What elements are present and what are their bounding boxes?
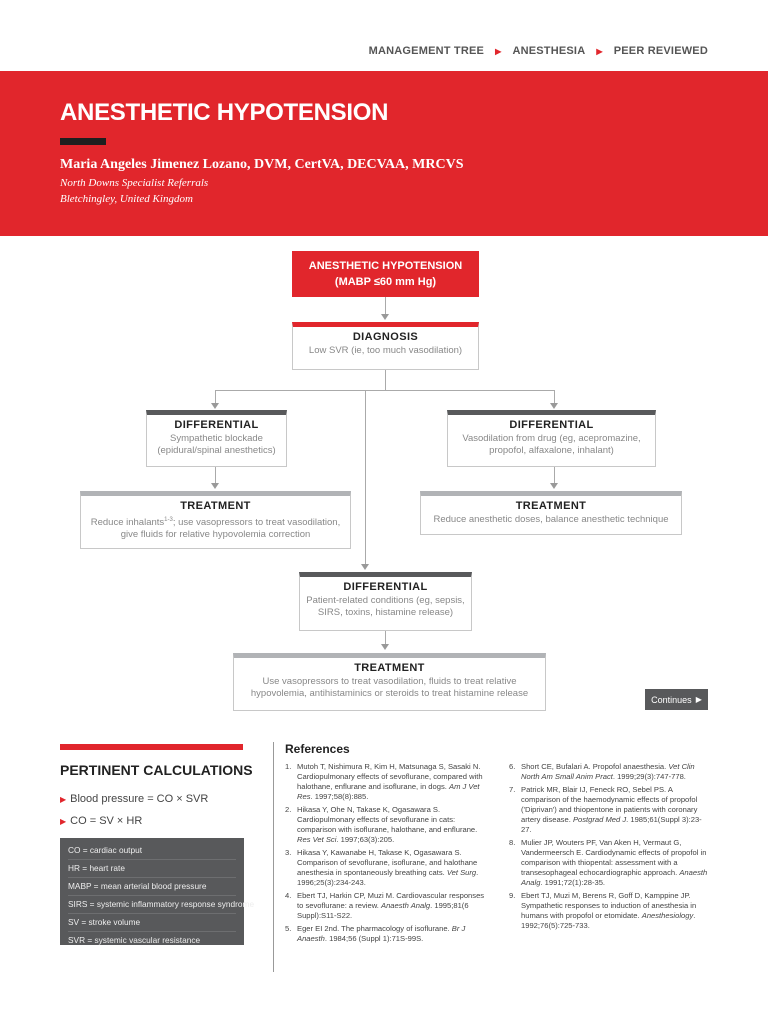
reference-number: 4.	[285, 891, 292, 900]
reference-journal: Vet Surg	[446, 868, 477, 877]
arrow-down-icon	[211, 403, 219, 409]
treatment-text-line	[81, 514, 350, 529]
reference-item	[285, 848, 485, 888]
differential-text-line: propofol, alfaxalone, inhalant)	[489, 445, 614, 456]
treatment-node-left	[80, 491, 351, 549]
reference-number: 8.	[509, 838, 516, 847]
reference-citation: . 1985;61(Suppl 3):23-27.	[521, 815, 702, 834]
reference-text: Hikasa Y, Kawanabe H, Takase K, Ogasawara S. Comparison of sevoflurane, isoflurane, and halothane anesthesia in spontaneously breathing cats.	[297, 848, 478, 877]
connector-line	[215, 390, 554, 391]
treatment-text-part: ; use vasopressors to treat vasodilation,	[172, 517, 341, 529]
reference-journal: Anaesth Analg	[521, 868, 708, 887]
connector-line	[385, 370, 386, 390]
reference-text: Short CE, Bufalari A. Propofol anaesthesia.	[521, 762, 667, 771]
root-criteria: (MABP ≤60 mm Hg)	[334, 276, 437, 288]
reference-item	[285, 805, 485, 845]
calculation-item	[60, 793, 208, 805]
reference-citation: . 1984;56 (Suppl 1):71S-99S.	[324, 934, 424, 943]
reference-item	[509, 891, 709, 931]
triangle-right-icon: ▶	[495, 46, 502, 56]
glossary-item: SVR = systemic vascular resistance	[68, 935, 201, 945]
triangle-right-icon: ▶	[60, 795, 67, 804]
arrow-down-icon	[550, 403, 558, 409]
reference-text: Hikasa Y, Ohe N, Takase K, Ogasawara S. Cardiopulmonary effects of sevoflurane in cats: comparison with isoflurane, halothane, and enflurane.	[297, 805, 478, 834]
differential-text	[147, 433, 286, 457]
differential-node-right	[447, 410, 656, 467]
connector-line	[385, 631, 386, 645]
differential-text-line: (epidural/spinal anesthetics)	[157, 445, 276, 456]
reference-item	[285, 924, 485, 944]
reference-text: Ebert TJ, Muzi M, Berens R, Goff D, Kamppine JP. Sympathetic responses to induction of anesthesia in humans with propofol or etomidate.	[521, 891, 697, 920]
reference-citation: . 1997;63(3):205.	[336, 835, 395, 844]
arrow-down-icon	[361, 564, 369, 570]
differential-text-line: Patient-related conditions (eg, sepsis,	[306, 595, 465, 606]
reference-item	[285, 891, 485, 921]
author-name: Maria Angeles Jimenez Lozano, DVM, CertVA, DECVAA, MRCVS	[60, 157, 464, 172]
title-rule	[60, 138, 106, 145]
reference-journal: Anaesth Analg	[381, 901, 431, 910]
treatment-heading: TREATMENT	[180, 500, 251, 512]
reference-citation: . 1997;58(8):885.	[310, 792, 369, 801]
reference-number: 1.	[285, 762, 292, 771]
play-icon: ▶	[695, 695, 702, 704]
reference-journal: Am J Vet Res	[297, 782, 480, 801]
reference-item	[509, 785, 709, 835]
glossary-item: HR = heart rate	[68, 860, 236, 878]
treatment-text-line: hypovolemia, antihistaminics or steroids to treat histamine release	[250, 688, 529, 699]
differential-text-line: Sympathetic blockade	[170, 433, 263, 444]
diagnosis-heading: DIAGNOSIS	[352, 331, 419, 343]
title-banner	[0, 71, 768, 236]
references-title: References	[285, 742, 350, 756]
arrow-down-icon	[211, 483, 219, 489]
connector-line	[215, 467, 216, 484]
differential-text	[300, 595, 471, 619]
calculation-text: CO = SV × HR	[70, 815, 143, 827]
differential-heading: DIFFERENTIAL	[174, 419, 259, 431]
treatment-heading: TREATMENT	[354, 662, 425, 674]
reference-number: 5.	[285, 924, 292, 933]
reference-text: Mulier JP, Wouters PF, Van Aken H, Vermaut G, Vandermeersch E. Cardiodynamic effects of propofol in comparison with thiopental: assessment with a transesophageal echocardiographic approach.	[521, 838, 707, 877]
treatment-text-part: Reduce inhalants	[90, 517, 165, 529]
reference-number: 7.	[509, 785, 516, 794]
reference-citation: . 1996;25(3):234-243.	[297, 868, 479, 887]
arrow-down-icon	[550, 483, 558, 489]
diagnosis-text: Low SVR (ie, too much vasodilation)	[308, 345, 463, 356]
differential-text-line: SIRS, toxins, histamine release)	[317, 607, 454, 618]
column-divider	[273, 742, 274, 972]
glossary-item: SV = stroke volume	[68, 914, 236, 932]
connector-line	[365, 390, 366, 565]
author-affiliation: North Downs Specialist Referrals	[60, 177, 209, 189]
reference-journal: Anesthesiology	[641, 911, 694, 920]
reference-number: 2.	[285, 805, 292, 814]
citation-superscript: 1-3	[164, 517, 173, 523]
treatment-node-right	[420, 491, 682, 535]
breadcrumb-item-peer-reviewed[interactable]: PEER REVIEWED	[613, 45, 708, 57]
references-column-1	[285, 762, 485, 947]
reference-text: Ebert TJ, Harkin CP, Muzi M. Cardiovascular responses to sevoflurane: a review.	[297, 891, 485, 910]
triangle-right-icon: ▶	[60, 817, 67, 826]
arrow-down-icon	[381, 644, 389, 650]
glossary-item: MABP = mean arterial blood pressure	[68, 878, 236, 896]
connector-line	[215, 390, 216, 404]
reference-item	[509, 762, 709, 782]
calculation-text: Blood pressure = CO × SVR	[70, 793, 209, 805]
reference-item	[285, 762, 485, 802]
reference-text: Mutoh T, Nishimura R, Kim H, Matsunaga S, Sasaki N. Cardiopulmonary effects of sevoflurane, compared with halothane, enflurane and isoflurane, in dogs.	[297, 762, 483, 791]
reference-text: Patrick MR, Blair IJ, Feneck RO, Sebel PS. A comparison of the haemodynamic effects of propofol ('Diprivan') and thiopentone in patients with coronary artery disease.	[521, 785, 698, 824]
reference-journal: Vet Clin North Am Small Anim Pract	[521, 762, 695, 781]
continues-button[interactable]	[645, 689, 708, 710]
breadcrumb-item-anesthesia[interactable]: ANESTHESIA	[512, 45, 586, 57]
treatment-text: Reduce anesthetic doses, balance anesthetic technique	[433, 514, 669, 525]
breadcrumb	[369, 45, 708, 57]
reference-citation: . 1991;72(1):28-35.	[540, 878, 606, 887]
connector-line	[554, 390, 555, 404]
arrow-down-icon	[381, 314, 389, 320]
glossary-item: CO = cardiac output	[68, 842, 236, 860]
treatment-heading: TREATMENT	[515, 500, 587, 512]
glossary-item: SIRS = systemic inflammatory response syndrome	[68, 896, 236, 914]
reference-number: 6.	[509, 762, 516, 771]
author-location: Bletchingley, United Kingdom	[60, 193, 193, 205]
differential-node-left	[146, 410, 287, 467]
connector-line	[554, 467, 555, 484]
treatment-node-center	[233, 653, 546, 711]
section-rule	[60, 744, 243, 750]
root-node	[292, 251, 479, 297]
differential-node-center	[299, 572, 472, 631]
reference-journal: Res Vet Sci	[297, 835, 337, 844]
reference-text: Eger EI 2nd. The pharmacology of isoflurane.	[297, 924, 450, 933]
treatment-text	[81, 514, 350, 541]
diagnosis-node	[292, 322, 479, 370]
treatment-text-line: Use vasopressors to treat vasodilation, fluids to treat relative	[262, 676, 517, 687]
differential-heading: DIFFERENTIAL	[343, 581, 428, 593]
breadcrumb-item-management-tree[interactable]: MANAGEMENT TREE	[368, 45, 485, 57]
triangle-right-icon: ▶	[596, 46, 603, 56]
reference-number: 3.	[285, 848, 292, 857]
differential-text-line: Vasodilation from drug (eg, acepromazine,	[462, 433, 641, 444]
reference-citation: . 1992;76(5):725-733.	[521, 911, 696, 930]
calculations-title: PERTINENT CALCULATIONS	[60, 762, 253, 778]
reference-journal: Postgrad Med J	[572, 815, 627, 824]
differential-text	[448, 433, 655, 457]
calculation-item	[60, 815, 142, 827]
reference-citation: . 1995;81(6 Suppl):S11-S22.	[297, 901, 469, 920]
differential-heading: DIFFERENTIAL	[509, 419, 594, 431]
continues-label: Continues	[651, 694, 692, 705]
reference-item	[509, 838, 709, 888]
treatment-text-line: give fluids for relative hypovolemia correction	[120, 529, 311, 541]
connector-line	[385, 297, 386, 315]
treatment-text	[234, 676, 545, 700]
references-column-2	[509, 762, 709, 934]
page-title: ANESTHETIC HYPOTENSION	[60, 99, 389, 126]
reference-citation: . 1999;29(3):747-778.	[612, 772, 686, 781]
root-title: ANESTHETIC HYPOTENSION	[308, 260, 463, 272]
reference-number: 9.	[509, 891, 516, 900]
reference-journal: Br J Anaesth	[297, 924, 466, 943]
glossary-box	[60, 838, 255, 945]
